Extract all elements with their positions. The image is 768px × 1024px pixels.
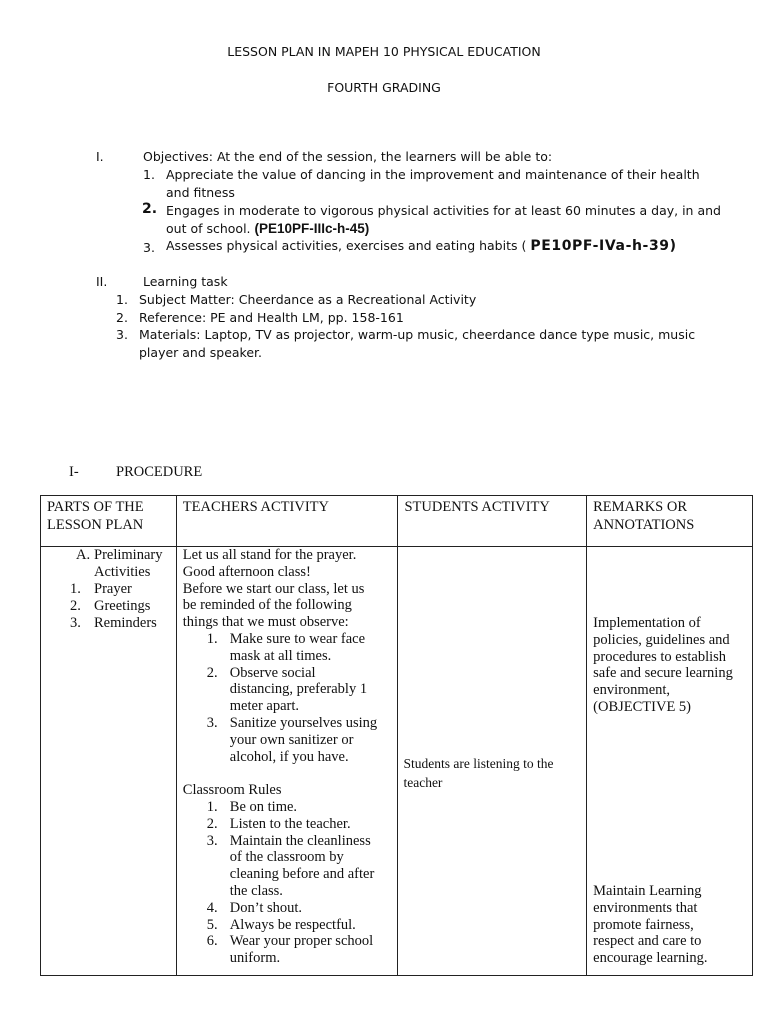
- parts-item: Prayer: [94, 581, 132, 597]
- objective-text: Engages in moderate to vigorous physical activities for at least 60 minutes a day, in and: [166, 203, 721, 218]
- table-row: [41, 547, 753, 976]
- teacher-line: Let us all stand for the prayer.: [182, 547, 357, 563]
- parts-label: A.: [76, 547, 91, 563]
- task-text-cont: player and speaker.: [139, 345, 263, 360]
- teacher-line: be reminded of the following: [182, 597, 352, 614]
- teacher-line: things that we must observe:: [182, 614, 349, 631]
- objective-text: Appreciate the value of dancing in the improvement and maintenance of their health: [166, 167, 700, 182]
- objective-number: 2.: [142, 201, 158, 217]
- rules-list: 1. Be on time. 2. Listen to the teacher. 3. Maintain the cleanliness of the classroom by cleaning before and after the class. 4. Don’t shout. 5. Always be respectful. 6. Wear your proper school uniform.: [206, 798, 375, 967]
- objective-number: 3.: [143, 240, 155, 255]
- task-text: Reference: PE and Health LM, pp. 158-161: [139, 310, 404, 325]
- document-title: LESSON PLAN IN MAPEH 10 PHYSICAL EDUCATION: [227, 44, 541, 59]
- students-activity-cell: [398, 547, 587, 976]
- table-header-row: [41, 496, 753, 547]
- teacher-line: Before we start our class, let us: [182, 580, 365, 597]
- parts-cell: [41, 547, 177, 976]
- parts-text-cont: Activities: [94, 564, 151, 580]
- students-text: Students are listening to the: [403, 756, 554, 771]
- parts-item: Greetings: [94, 598, 151, 614]
- objective-text: Assesses physical activities, exercises and eating habits (: [166, 238, 531, 253]
- observe-list: 1. Make sure to wear face mask at all times. 2. Observe social distancing, preferably 1 meter apart. 3. Sanitize yourselves using your own sanitizer or alcohol, if you have.: [206, 630, 378, 765]
- procedure-table: [40, 495, 753, 976]
- objective-number: 1.: [143, 167, 155, 182]
- objectives-heading: Objectives: At the end of the session, the learners will be able to:: [143, 149, 553, 164]
- objective-text-cont: [166, 221, 369, 236]
- objective-text: out of school.: [166, 221, 255, 236]
- teacher-line: Good afternoon class!: [182, 563, 311, 580]
- competency-code: PE10PF-IVa-h-39): [530, 238, 677, 254]
- list-number: 3.: [70, 615, 81, 631]
- section-numeral: I-: [69, 464, 79, 480]
- document-subtitle: FOURTH GRADING: [327, 80, 441, 95]
- task-text: Materials: Laptop, TV as projector, warm-up music, cheerdance dance type music, music: [139, 327, 696, 342]
- parts-item: Reminders: [94, 615, 157, 631]
- objective-text-cont: and fitness: [166, 185, 235, 200]
- learning-task-heading: Learning task: [143, 274, 228, 289]
- remarks-cell: [587, 547, 753, 976]
- section-numeral: II.: [96, 274, 108, 289]
- list-number: 1.: [70, 581, 81, 597]
- section-numeral: I.: [96, 149, 104, 164]
- task-number: 1.: [116, 292, 128, 307]
- teacher-activity-cell: [176, 547, 398, 976]
- column-header: PARTS OF THE LESSON PLAN: [41, 496, 177, 547]
- procedure-heading: PROCEDURE: [116, 464, 203, 480]
- column-header: TEACHERS ACTIVITY: [176, 496, 398, 547]
- remarks-block-1: Implementation of policies, guidelines and procedures to establish safe and secure learning environment, (OBJECTIVE 5): [593, 615, 733, 715]
- list-number: 2.: [70, 598, 81, 614]
- competency-code: (PE10PF-IIIc-h-45): [254, 221, 370, 236]
- column-header: STUDENTS ACTIVITY: [398, 496, 587, 547]
- students-text: teacher: [403, 775, 443, 790]
- task-number: 3.: [116, 327, 128, 342]
- task-text: Subject Matter: Cheerdance as a Recreational Activity: [139, 292, 477, 307]
- classroom-rules-heading: Classroom Rules: [182, 782, 282, 799]
- column-header: REMARKS OR ANNOTATIONS: [587, 496, 753, 547]
- objective-text-line: [166, 238, 677, 254]
- remarks-block-2: Maintain Learning environments that promote fairness, respect and care to encourage learning.: [593, 883, 708, 967]
- parts-text: Preliminary: [94, 547, 163, 563]
- task-number: 2.: [116, 310, 128, 325]
